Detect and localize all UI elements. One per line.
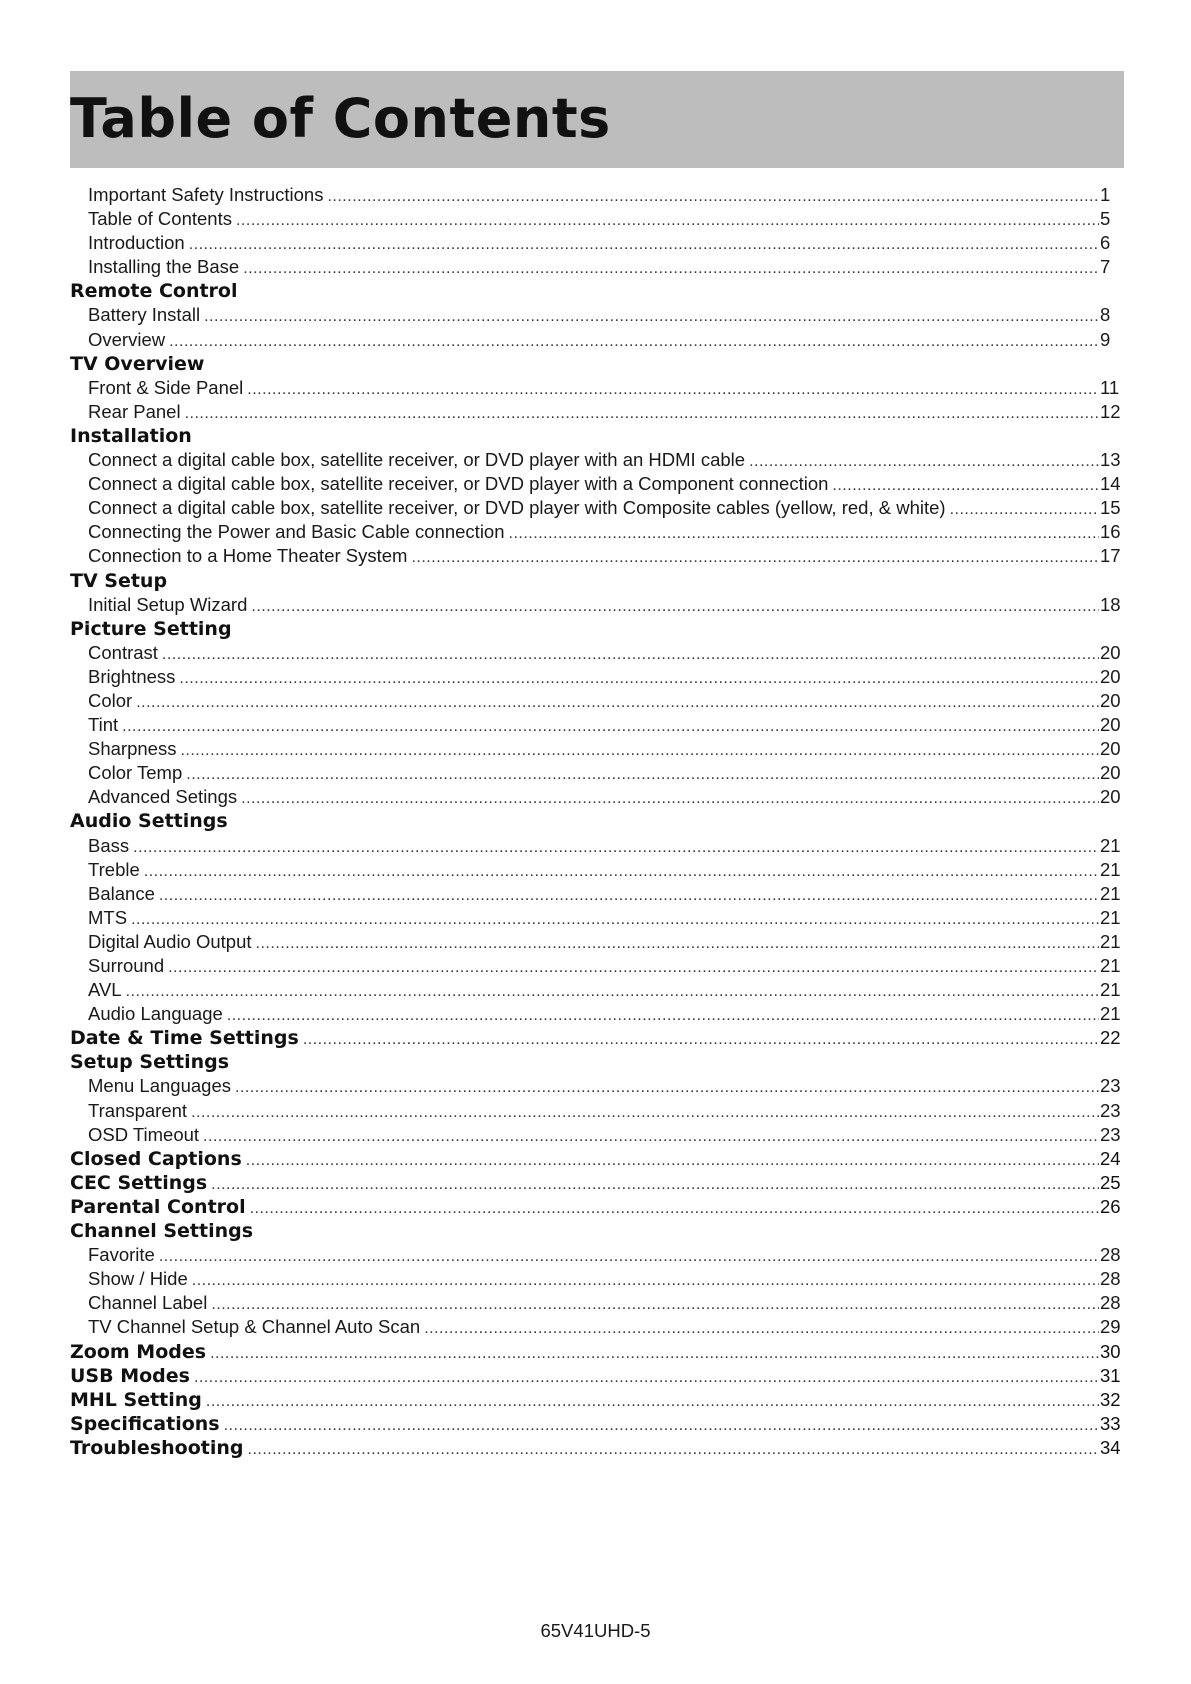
- toc-entry[interactable]: [70, 1123, 1130, 1147]
- toc-page-number: 29: [1100, 1316, 1121, 1338]
- toc-entry[interactable]: [70, 689, 1130, 713]
- toc-entry-title: Connect a digital cable box, satellite receiver, or DVD player with an HDMI cable: [88, 449, 746, 471]
- toc-entry-title: USB Modes: [70, 1364, 190, 1387]
- toc-section-entry[interactable]: [70, 279, 1130, 303]
- toc-dot-leader: [131, 908, 1099, 932]
- toc-page-number: 24: [1100, 1147, 1121, 1169]
- toc-entry-title: Overview: [88, 328, 166, 350]
- toc-entry[interactable]: [70, 520, 1130, 544]
- toc-page-number: 8: [1100, 304, 1111, 326]
- toc-dot-leader: [159, 884, 1099, 908]
- toc-section-entry[interactable]: [70, 569, 1130, 593]
- toc-entry[interactable]: [70, 1002, 1130, 1026]
- toc-entry[interactable]: [70, 665, 1130, 689]
- toc-page-number: 21: [1100, 930, 1121, 952]
- toc-dot-leader: [206, 1390, 1099, 1414]
- toc-section-entry[interactable]: [70, 424, 1130, 448]
- toc-entry[interactable]: [70, 1267, 1130, 1291]
- toc-entry[interactable]: [70, 1243, 1130, 1267]
- toc-page-number: 21: [1100, 882, 1121, 904]
- toc-page-number: 13: [1100, 449, 1121, 471]
- toc-entry-title: CEC Settings: [70, 1171, 208, 1194]
- toc-page-number: 14: [1100, 473, 1121, 495]
- toc-page-number: 26: [1100, 1195, 1121, 1217]
- toc-section-entry[interactable]: [70, 1195, 1130, 1219]
- toc-dot-leader: [327, 185, 1099, 209]
- toc-entry[interactable]: [70, 641, 1130, 665]
- toc-entry-title: Treble: [88, 858, 140, 880]
- toc-entry[interactable]: [70, 255, 1130, 279]
- toc-section-entry[interactable]: [70, 1050, 1130, 1074]
- toc-entry-title: Connect a digital cable box, satellite receiver, or DVD player with Composite cables (yellow, red, & white): [88, 497, 946, 519]
- toc-entry-title: Table of Contents: [88, 208, 232, 230]
- toc-dot-leader: [235, 1076, 1099, 1100]
- toc-entry[interactable]: [70, 713, 1130, 737]
- toc-dot-leader: [424, 1317, 1099, 1341]
- toc-section-entry[interactable]: [70, 1412, 1130, 1436]
- toc-page-number: 20: [1100, 641, 1121, 663]
- toc-entry[interactable]: [70, 858, 1130, 882]
- toc-page-number: 33: [1100, 1412, 1121, 1434]
- toc-dot-leader: [194, 1366, 1099, 1390]
- toc-section-entry[interactable]: [70, 1340, 1130, 1364]
- toc-entry-title: Transparent: [88, 1099, 188, 1121]
- toc-entry-title: Troubleshooting: [70, 1436, 244, 1459]
- toc-page-number: 5: [1100, 208, 1111, 230]
- toc-entry[interactable]: [70, 834, 1130, 858]
- toc-dot-leader: [211, 1293, 1099, 1317]
- toc-entry-title: Front & Side Panel: [88, 376, 244, 398]
- toc-entry-title: Connection to a Home Theater System: [88, 545, 408, 567]
- toc-page-number: 23: [1100, 1075, 1121, 1097]
- toc-entry[interactable]: [70, 303, 1130, 327]
- toc-dot-leader: [191, 1101, 1099, 1125]
- toc-page-number: 6: [1100, 232, 1111, 254]
- toc-entry-title: MTS: [88, 906, 128, 928]
- toc-entry-title: Specifications: [70, 1412, 220, 1435]
- toc-page-number: 28: [1100, 1244, 1121, 1266]
- toc-dot-leader: [169, 330, 1099, 354]
- toc-entry-title: Remote Control: [70, 280, 238, 303]
- toc-entry-title: Contrast: [88, 641, 158, 663]
- toc-dot-leader: [303, 1028, 1099, 1052]
- toc-section-entry[interactable]: [70, 1026, 1130, 1050]
- toc-dot-leader: [186, 763, 1099, 787]
- toc-entry-title: Audio Settings: [70, 810, 228, 833]
- toc-page-number: 23: [1100, 1123, 1121, 1145]
- toc-dot-leader: [192, 1269, 1099, 1293]
- toc-dot-leader: [185, 402, 1099, 426]
- toc-page-number: 20: [1100, 762, 1121, 784]
- toc-dot-leader: [950, 498, 1099, 522]
- toc-section-entry[interactable]: [70, 1364, 1130, 1388]
- toc-entry-title: Advanced Setings: [88, 786, 238, 808]
- toc-entry[interactable]: [70, 328, 1130, 352]
- toc-section-entry[interactable]: [70, 1388, 1130, 1412]
- toc-dot-leader: [251, 595, 1099, 619]
- toc-dot-leader: [133, 836, 1099, 860]
- toc-page-number: 32: [1100, 1388, 1121, 1410]
- toc-section-entry[interactable]: [70, 1171, 1130, 1195]
- toc-entry-title: Installing the Base: [88, 256, 240, 278]
- toc-entry-title: TV Overview: [70, 352, 205, 375]
- toc-page-number: 18: [1100, 593, 1121, 615]
- toc-dot-leader: [224, 1414, 1099, 1438]
- toc-dot-leader: [236, 209, 1099, 233]
- toc-section-entry[interactable]: [70, 1436, 1130, 1460]
- toc-entry[interactable]: [70, 761, 1130, 785]
- toc-page-number: 20: [1100, 738, 1121, 760]
- toc-page-number: 28: [1100, 1292, 1121, 1314]
- toc-entry-title: Connect a digital cable box, satellite receiver, or DVD player with a Component connection: [88, 473, 829, 495]
- toc-page-number: 21: [1100, 979, 1121, 1001]
- toc-entry-title: Battery Install: [88, 304, 201, 326]
- toc-entry[interactable]: [70, 954, 1130, 978]
- toc-page-number: 28: [1100, 1268, 1121, 1290]
- toc-entry-title: Installation: [70, 424, 192, 447]
- toc-dot-leader: [210, 1342, 1099, 1366]
- toc-dot-leader: [162, 643, 1099, 667]
- toc-page-number: 21: [1100, 906, 1121, 928]
- toc-entry-title: Color: [88, 689, 133, 711]
- toc-entry-title: Digital Audio Output: [88, 930, 252, 952]
- toc-entry-title: Introduction: [88, 232, 185, 254]
- toc-page-number: 31: [1100, 1364, 1121, 1386]
- toc-section-entry[interactable]: [70, 352, 1130, 376]
- toc-dot-leader: [122, 715, 1099, 739]
- toc-dot-leader: [204, 305, 1099, 329]
- toc-dot-leader: [243, 257, 1099, 281]
- toc-entry[interactable]: [70, 472, 1130, 496]
- toc-page-number: 12: [1100, 400, 1121, 422]
- toc-entry-title: Show / Hide: [88, 1268, 188, 1290]
- toc-page-number: 25: [1100, 1171, 1121, 1193]
- toc-page-number: 21: [1100, 858, 1121, 880]
- toc-entry-title: Audio Language: [88, 1003, 223, 1025]
- toc-dot-leader: [211, 1173, 1099, 1197]
- toc-dot-leader: [203, 1125, 1099, 1149]
- toc-entry-title: Channel Settings: [70, 1220, 254, 1243]
- toc-entry[interactable]: [70, 1074, 1130, 1098]
- toc-dot-leader: [749, 450, 1099, 474]
- toc-entry-title: Setup Settings: [70, 1051, 230, 1074]
- page-title: Table of Contents: [70, 87, 611, 150]
- toc-dot-leader: [256, 932, 1099, 956]
- toc-entry-title: Surround: [88, 955, 165, 976]
- toc-dot-leader: [832, 474, 1099, 498]
- toc-page-number: 17: [1100, 545, 1121, 567]
- toc-entry-title: Favorite: [88, 1244, 155, 1266]
- toc-entry-title: Date & Time Settings: [70, 1027, 299, 1050]
- toc-entry[interactable]: [70, 496, 1130, 520]
- toc-page-number: 15: [1100, 497, 1121, 519]
- toc-entry-title: Zoom Modes: [70, 1340, 207, 1363]
- toc-page-number: 34: [1100, 1436, 1121, 1458]
- toc-dot-leader: [250, 1197, 1099, 1221]
- toc-entry-title: OSD Timeout: [88, 1123, 200, 1145]
- toc-entry[interactable]: [70, 906, 1130, 930]
- toc-entry-title: Closed Captions: [70, 1147, 242, 1170]
- toc-page-number: 20: [1100, 689, 1121, 711]
- toc-page-number: 9: [1100, 328, 1111, 350]
- toc-entry-title: Initial Setup Wizard: [88, 593, 248, 615]
- toc-entry-title: Connecting the Power and Basic Cable connection: [88, 521, 505, 543]
- toc-entry[interactable]: [70, 930, 1130, 954]
- toc-dot-leader: [126, 980, 1099, 1004]
- toc-dot-leader: [509, 522, 1099, 546]
- toc-entry-title: Picture Setting: [70, 617, 232, 640]
- toc-entry-title: AVL: [88, 979, 122, 1001]
- toc-entry[interactable]: [70, 1099, 1130, 1123]
- toc-page-number: 30: [1100, 1340, 1121, 1362]
- toc-entry-title: Brightness: [88, 665, 176, 687]
- toc-page-number: 7: [1100, 256, 1111, 278]
- toc-section-entry[interactable]: [70, 1147, 1130, 1171]
- toc-page-number: 22: [1100, 1027, 1121, 1049]
- toc-entry[interactable]: [70, 978, 1130, 1002]
- toc-dot-leader: [248, 1438, 1100, 1462]
- toc-entry[interactable]: [70, 207, 1130, 231]
- toc-entry[interactable]: [70, 737, 1130, 761]
- toc-entry[interactable]: [70, 1291, 1130, 1315]
- toc-entry-title: MHL Setting: [70, 1388, 202, 1411]
- toc-entry[interactable]: [70, 376, 1130, 400]
- toc-entry-title: TV Channel Setup & Channel Auto Scan: [88, 1316, 421, 1338]
- toc-entry-title: Parental Control: [70, 1195, 246, 1218]
- toc-dot-leader: [168, 956, 1099, 980]
- toc-dot-leader: [241, 787, 1099, 811]
- toc-section-entry[interactable]: [70, 617, 1130, 641]
- toc-entry-title: Balance: [88, 882, 155, 904]
- toc-section-entry[interactable]: [70, 809, 1130, 833]
- toc-dot-leader: [411, 546, 1099, 570]
- toc-page-number: 1: [1100, 184, 1111, 205]
- toc-entry[interactable]: [70, 183, 1130, 207]
- toc-dot-leader: [246, 1149, 1099, 1173]
- toc-page-number: 21: [1100, 834, 1121, 856]
- toc-entry[interactable]: [70, 882, 1130, 906]
- toc-entry-title: Sharpness: [88, 738, 177, 760]
- toc-entry[interactable]: [70, 231, 1130, 255]
- toc-page-number: 11: [1100, 376, 1120, 398]
- toc-dot-leader: [144, 860, 1099, 884]
- toc-page-number: 21: [1100, 955, 1121, 976]
- toc-entry[interactable]: [70, 400, 1130, 424]
- toc-entry-title: Bass: [88, 834, 130, 856]
- toc-entry-title: TV Setup: [70, 569, 168, 592]
- toc-entry-title: Tint: [88, 714, 119, 736]
- toc-section-entry[interactable]: [70, 1219, 1130, 1243]
- toc-entry[interactable]: [70, 593, 1130, 617]
- toc-dot-leader: [180, 739, 1099, 763]
- toc-entry[interactable]: [70, 1315, 1130, 1339]
- toc-page-number: 20: [1100, 786, 1121, 808]
- toc-entry[interactable]: [70, 785, 1130, 809]
- toc-dot-leader: [136, 691, 1099, 715]
- toc-dot-leader: [227, 1004, 1099, 1028]
- toc-entry-title: Rear Panel: [88, 400, 181, 422]
- toc-dot-leader: [189, 233, 1099, 257]
- toc-page-number: 23: [1100, 1099, 1121, 1121]
- toc-dot-leader: [179, 667, 1099, 691]
- toc-page-number: 16: [1100, 521, 1121, 543]
- toc-page-number: 21: [1100, 1003, 1121, 1025]
- toc-entry-title: Menu Languages: [88, 1075, 231, 1097]
- toc-page-number: 20: [1100, 665, 1121, 687]
- toc-entry-title: Important Safety Instructions: [88, 184, 324, 205]
- toc-dot-leader: [159, 1245, 1099, 1269]
- table-of-contents: [70, 183, 1130, 1460]
- toc-entry-title: Color Temp: [88, 762, 183, 784]
- toc-entry[interactable]: [70, 448, 1130, 472]
- toc-entry-title: Channel Label: [88, 1292, 208, 1314]
- toc-page-number: 20: [1100, 714, 1121, 736]
- toc-dot-leader: [247, 378, 1099, 402]
- toc-entry[interactable]: [70, 544, 1130, 568]
- page-footer-label: 65V41UHD-5: [540, 1620, 651, 1641]
